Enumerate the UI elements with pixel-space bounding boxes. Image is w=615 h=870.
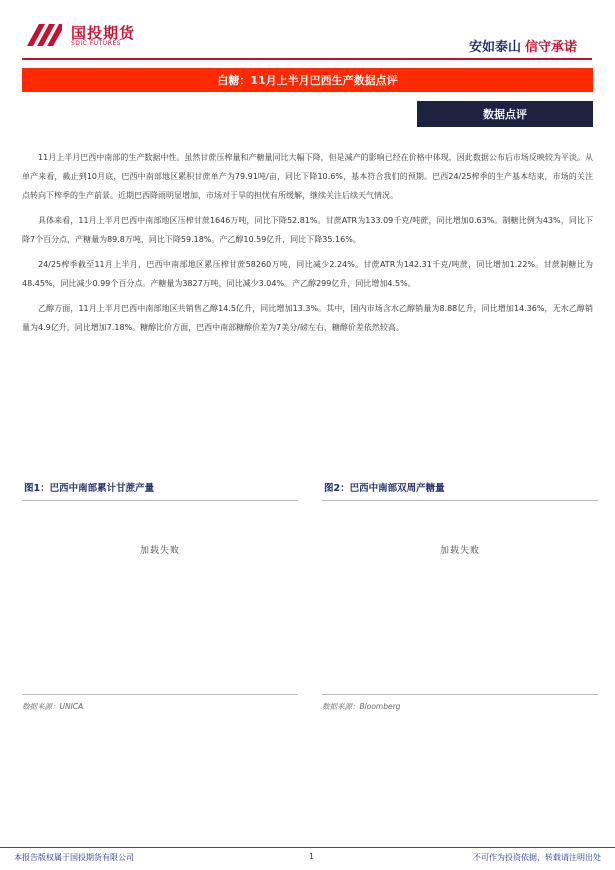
footer-divider [0, 847, 615, 848]
paragraph: 24/25榨季截至11月上半月，巴西中南部地区累压榨甘蔗58260万吨，同比减少2.24%。甘蔗ATR为142.31千克/吨蔗，同比增加1.22%。甘蔗制糖比为48.45%，同比减少0.99个百分点。产糖量为3827万吨，同比减少3.04%。产乙醇299亿升，同比增加4.5%。 [22, 260, 593, 288]
footer-copyright: 本报告版权属于国投期货有限公司 [14, 853, 134, 862]
slogan-part2: 信守承诺 [524, 40, 577, 55]
footer-disclaimer: 不可作为投资依据，转载请注明出处 [473, 853, 601, 862]
slogan-part1: 安如泰山 [468, 40, 521, 55]
paragraph: 乙醇方面，11月上半月巴西中南部地区共销售乙醇14.5亿升，同比增加13.3%。其中，国内市场含水乙醇销量为8.88亿升，同比增加14.36%，无水乙醇销量为4.9亿升，同比增加7.18%。糖醇比价方面，巴西中南部糖醇价差为7美分/磅左右，糖醇价差依然较高。 [22, 304, 593, 332]
logo-text-en: SDIC FUTURES [71, 40, 121, 47]
report-title: 白糖：11月上半月巴西生产数据点评 [22, 68, 593, 92]
company-slogan [469, 36, 577, 55]
load-failed-text: 加载失败 [439, 546, 480, 556]
paragraph: 11月上半月巴西中南部的生产数据中性。虽然甘蔗压榨量和产糖量同比大幅下降，但是减产的影响已经在价格中体现，因此数据公布后市场反映较为平淡。从单产来看，截止到10月底，巴西中南部地区累积甘蔗单产为79.91吨/亩，同比下降10.6%，基本符合我们的预期。巴西24/25榨季的生产基本结束，市场的关注点转向下榨季的生产前景。近期巴西降雨明显增加，市场对于旱的担忧有所缓解，继续关注后续天气情况。 [22, 153, 593, 200]
sdic-logo-icon [25, 22, 63, 48]
report-body [22, 148, 593, 343]
logo-text-cn: 国投期货 [71, 24, 136, 42]
page-footer [0, 852, 615, 866]
page-header [0, 0, 615, 62]
report-type-tag: 数据点评 [417, 101, 593, 127]
header-divider [22, 58, 592, 60]
figure-source: 数据来源：UNICA [22, 694, 298, 712]
figure-1 [22, 480, 298, 712]
figure-2 [322, 480, 598, 712]
page-number: 1 [309, 852, 315, 861]
figure-source: 数据来源：Bloomberg [322, 694, 598, 712]
company-logo [25, 22, 145, 50]
figure-image-area [322, 501, 598, 694]
figure-image-area [22, 501, 298, 694]
figure-title: 图2：巴西中南部双周产糖量 [322, 480, 598, 501]
figure-title: 图1：巴西中南部累计甘蔗产量 [22, 480, 298, 501]
paragraph: 具体来看，11月上半月巴西中南部地区压榨甘蔗1646万吨，同比下降52.81%。甘蔗ATR为133.09千克/吨蔗，同比增加0.63%。制糖比例为43%，同比下降7个百分点，产糖量为89.8万吨，同比下降59.18%。产乙醇10.59亿升，同比下降35.16%。 [22, 216, 593, 244]
load-failed-text: 加载失败 [139, 546, 180, 556]
